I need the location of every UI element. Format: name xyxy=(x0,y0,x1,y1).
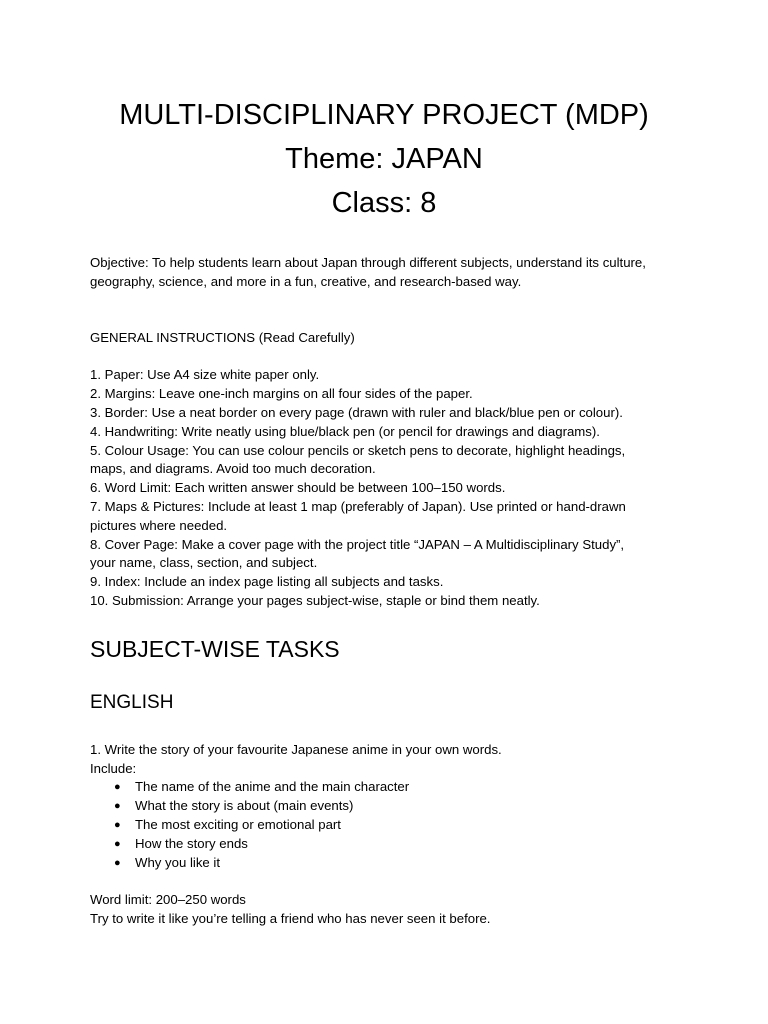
list-item-text: Why you like it xyxy=(135,854,221,870)
word-limit: Word limit: 200–250 words xyxy=(90,892,246,908)
list-item xyxy=(114,797,678,816)
list-item xyxy=(114,778,678,797)
subject-wise-tasks-heading: SUBJECT-WISE TASKS xyxy=(90,635,340,662)
instruction-line: 1. Paper: Use A4 size white paper only. xyxy=(90,367,320,383)
bullet-icon: ● xyxy=(114,781,121,794)
instruction-line: maps, and diagrams. Avoid too much decoration. xyxy=(90,461,376,477)
general-instructions-heading: GENERAL INSTRUCTIONS (Read Carefully) xyxy=(90,329,355,345)
list-item xyxy=(114,816,678,835)
objective-line: Objective: To help students learn about Japan through different subjects, understand its culture, xyxy=(90,255,646,270)
english-task-1 xyxy=(90,741,678,929)
project-class: Class: 8 xyxy=(331,187,437,219)
list-item-text: What the story is about (main events) xyxy=(135,798,354,814)
objective-line: geography, science, and more in a fun, creative, and research-based way. xyxy=(90,273,522,289)
english-heading: ENGLISH xyxy=(90,691,174,713)
instruction-line: 9. Index: Include an index page listing all subjects and tasks. xyxy=(90,574,444,590)
task-description: 1. Write the story of your favourite Japanese anime in your own words. xyxy=(90,741,502,757)
instruction-line: 6. Word Limit: Each written answer should be between 100–150 words. xyxy=(90,480,506,496)
project-title: MULTI-DISCIPLINARY PROJECT (MDP) xyxy=(119,99,649,131)
instructions-list xyxy=(90,366,678,610)
list-item-text: The most exciting or emotional part xyxy=(135,816,341,832)
instruction-line: pictures where needed. xyxy=(90,517,228,533)
bullet-icon: ● xyxy=(114,818,121,831)
instruction-line: 4. Handwriting: Write neatly using blue/black pen (or pencil for drawings and diagrams). xyxy=(90,423,600,439)
instruction-line: 3. Border: Use a neat border on every page (drawn with ruler and black/blue pen or colour). xyxy=(90,404,623,420)
bullet-icon: ● xyxy=(114,837,121,850)
bullet-icon: ● xyxy=(114,856,121,869)
list-item xyxy=(114,835,678,854)
include-bullet-list xyxy=(90,778,678,872)
list-item-text: How the story ends xyxy=(135,835,248,851)
instruction-line: 5. Colour Usage: You can use colour pencils or sketch pens to decorate, highlight headings, xyxy=(90,442,626,458)
title-block xyxy=(90,0,678,225)
writing-tip: Try to write it like you’re telling a friend who has never seen it before. xyxy=(90,910,491,926)
objective-paragraph xyxy=(90,254,678,292)
instruction-line: 8. Cover Page: Make a cover page with the project title “JAPAN – A Multidisciplinary Study”, xyxy=(90,536,625,552)
instruction-line: 10. Submission: Arrange your pages subject-wise, staple or bind them neatly. xyxy=(90,592,540,608)
bullet-icon: ● xyxy=(114,800,121,813)
list-item-text: The name of the anime and the main character xyxy=(135,779,410,795)
list-item xyxy=(114,854,678,873)
include-label: Include: xyxy=(90,760,137,776)
instruction-line: your name, class, section, and subject. xyxy=(90,555,318,571)
instruction-line: 7. Maps & Pictures: Include at least 1 map (preferably of Japan). Use printed or hand-drawn xyxy=(90,498,626,514)
instruction-line: 2. Margins: Leave one-inch margins on all four sides of the paper. xyxy=(90,386,473,402)
project-theme: Theme: JAPAN xyxy=(285,143,483,175)
